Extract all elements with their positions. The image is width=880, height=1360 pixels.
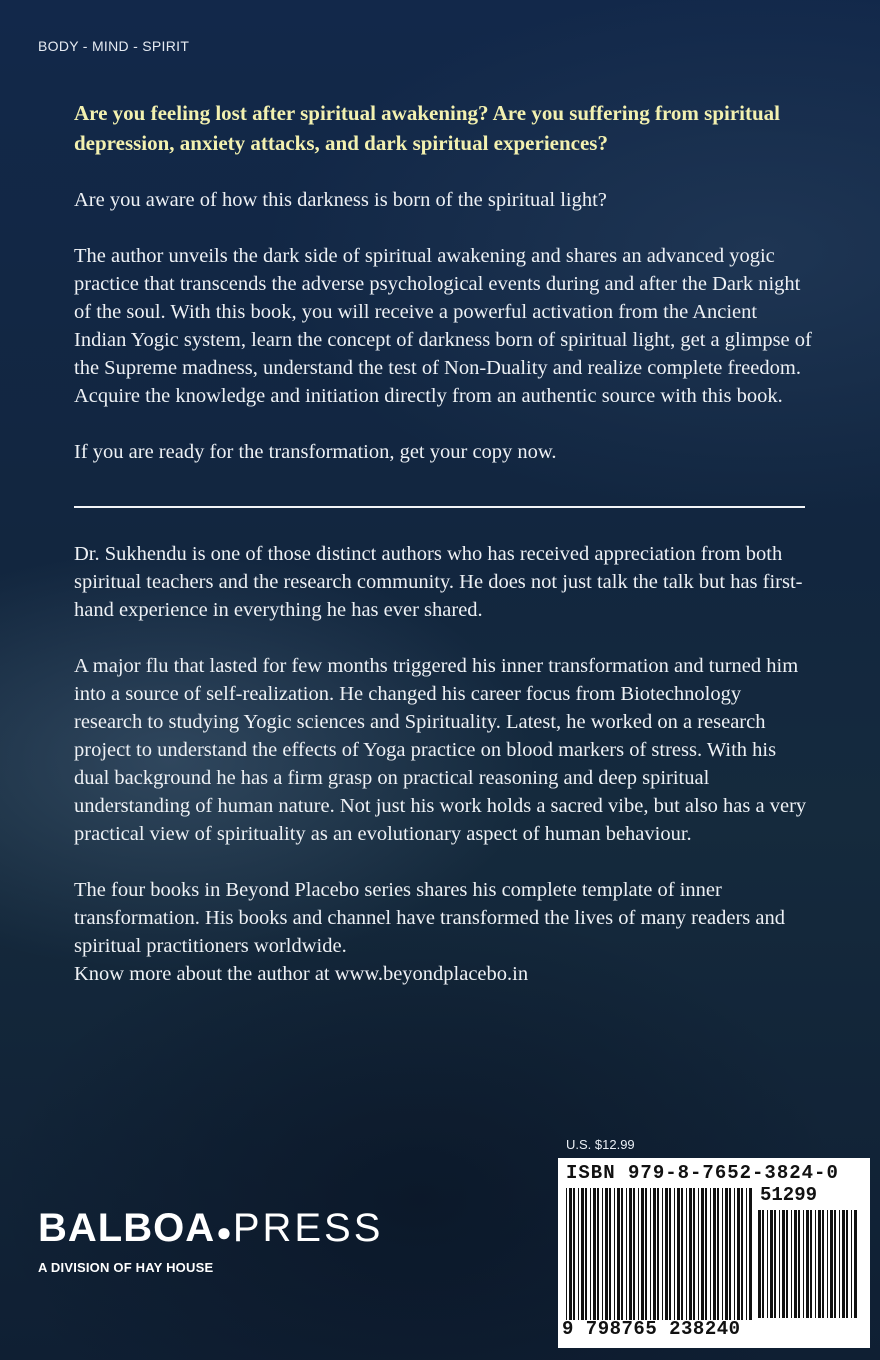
barcode-bar [839, 1210, 840, 1318]
barcode-bar [774, 1210, 776, 1318]
barcode-bar [827, 1210, 828, 1318]
lead-question: Are you feeling lost after spiritual awakening? Are you suffering from spiritual depression, anxiety attacks, and dark spiritual experiences? [74, 101, 781, 155]
section-divider [74, 506, 805, 508]
logo-dot-icon: ● [216, 1217, 232, 1247]
barcode-bar [617, 1188, 620, 1320]
barcode-bar [597, 1188, 599, 1320]
barcode-bar [758, 1210, 761, 1318]
price-label: U.S. $12.99 [566, 1137, 635, 1152]
barcode-bar [749, 1188, 752, 1320]
barcode-bar [705, 1188, 707, 1320]
barcode-bar [626, 1188, 627, 1320]
barcode-bar [602, 1188, 603, 1320]
barcode-bar [762, 1210, 764, 1318]
isbn-number: ISBN 979-8-7652-3824-0 [566, 1162, 839, 1184]
author-bio-series: The four books in Beyond Placebo series shares his complete template of inner transformation. His books and channel have transformed the lives of many readers and spiritual practitioners worldwide. [74, 879, 786, 957]
barcode-bar [614, 1188, 615, 1320]
ean-barcode-bars [564, 1188, 754, 1320]
barcode-bar [729, 1188, 731, 1320]
barcode-bar [698, 1188, 699, 1320]
barcode-bar [573, 1188, 575, 1320]
publisher-name-light: PRESS [232, 1206, 384, 1250]
barcode-bar [798, 1210, 800, 1318]
barcode-bar [681, 1188, 683, 1320]
cover-text-block [74, 98, 814, 988]
barcode-bar [669, 1188, 671, 1320]
author-bio-intro: Dr. Sukhendu is one of those distinct authors who has received appreciation from both spiritual teachers and the research community. He does not just talk the talk but has first-hand experience in everything he has ever shared. [74, 543, 803, 621]
knowledge-paragraph: Acquire the knowledge and initiation directly from an authentic source with this book. [74, 385, 783, 407]
barcode-bar [854, 1210, 857, 1318]
barcode-bar [791, 1210, 792, 1318]
barcode-bar [767, 1210, 768, 1318]
barcode-bar [689, 1188, 692, 1320]
barcode-bar [810, 1210, 812, 1318]
isbn-barcode [558, 1158, 870, 1348]
barcode-bar [662, 1188, 663, 1320]
barcode-bar [657, 1188, 659, 1320]
barcode-bar [638, 1188, 639, 1320]
barcode-bar [786, 1210, 788, 1318]
barcode-bar [815, 1210, 816, 1318]
barcode-bar [806, 1210, 809, 1318]
barcode-bar [717, 1188, 719, 1320]
price-code: 51299 [760, 1184, 818, 1206]
call-to-action: If you are ready for the transformation, get your copy now. [74, 441, 557, 463]
barcode-bar [609, 1188, 611, 1320]
barcode-bar [674, 1188, 675, 1320]
barcode-bar [822, 1210, 824, 1318]
barcode-bar [593, 1188, 596, 1320]
barcode-bar [629, 1188, 632, 1320]
barcode-bar [585, 1188, 587, 1320]
barcode-bar [650, 1188, 651, 1320]
barcode-bar [605, 1188, 608, 1320]
barcode-bar [722, 1188, 723, 1320]
barcode-bar [566, 1188, 567, 1320]
barcode-bar [834, 1210, 836, 1318]
barcode-bar [846, 1210, 848, 1318]
barcode-bar [710, 1188, 711, 1320]
barcode-bar [741, 1188, 743, 1320]
barcode-bar [803, 1210, 804, 1318]
barcode-bar [851, 1210, 852, 1318]
description-paragraph: The author unveils the dark side of spiritual awakening and shares an advanced yogic practice that transcends the adverse psychological events during and after the Dark night of the soul. With this book, you will receive a powerful activation from the Ancient Indian Yogic system, learn the concept of darkness born of spiritual light, get a glimpse of the Supreme madness, understand the test of Non-Duality and realize complete freedom. [74, 245, 812, 379]
publisher-logo [38, 1206, 383, 1275]
barcode-bar [633, 1188, 635, 1320]
barcode-bar [590, 1188, 591, 1320]
author-website: Know more about the author at www.beyondplacebo.in [74, 963, 529, 985]
barcode-bar [665, 1188, 668, 1320]
barcode-bar [578, 1188, 579, 1320]
barcode-bar [621, 1188, 623, 1320]
barcode-bar [779, 1210, 780, 1318]
intro-paragraph: Are you aware of how this darkness is born of the spiritual light? [74, 189, 607, 211]
category-label: BODY - MIND - SPIRIT [38, 38, 190, 54]
author-bio-story: A major flu that lasted for few months triggered his inner transformation and turned him into a source of self-realization. He changed his career focus from Biotechnology research to studying Yogic sciences and Spirituality. Latest, he worked on a research project to understand the effects of Yoga practice on blood markers of stress. With his dual background he has a firm grasp on practical reasoning and deep spiritual understanding of human nature. Not just his work holds a sacred vibe, but also has a very practical view of spirituality as an evolutionary aspect of human behaviour. [74, 655, 807, 845]
barcode-bar [770, 1210, 773, 1318]
barcode-bar [713, 1188, 716, 1320]
barcode-bar [725, 1188, 728, 1320]
barcode-bar [794, 1210, 797, 1318]
barcode-bar [686, 1188, 687, 1320]
barcode-bar [677, 1188, 680, 1320]
addon-barcode-bars [756, 1210, 860, 1318]
barcode-bar [737, 1188, 740, 1320]
barcode-bar [734, 1188, 735, 1320]
barcode-bar [782, 1210, 785, 1318]
barcode-bar [569, 1188, 572, 1320]
barcode-bar [693, 1188, 695, 1320]
barcode-bar [645, 1188, 647, 1320]
barcode-bar [842, 1210, 845, 1318]
barcode-bar [830, 1210, 833, 1318]
barcode-bar [641, 1188, 644, 1320]
barcode-bar [653, 1188, 656, 1320]
publisher-tagline: A DIVISION OF HAY HOUSE [38, 1260, 214, 1275]
barcode-bar [746, 1188, 747, 1320]
barcode-bar [581, 1188, 584, 1320]
barcode-bar [818, 1210, 821, 1318]
publisher-name-bold: BALBOA [38, 1206, 216, 1250]
barcode-bar [701, 1188, 704, 1320]
ean-digits: 9 798765 238240 [562, 1318, 741, 1340]
